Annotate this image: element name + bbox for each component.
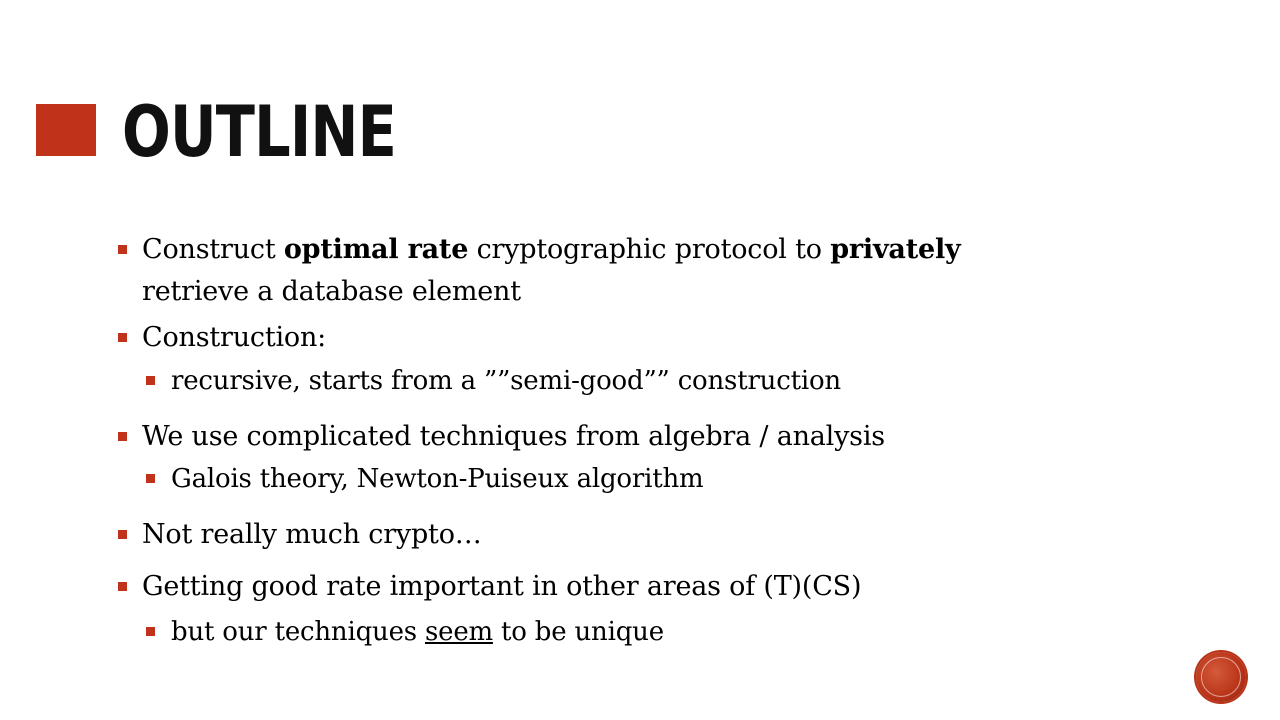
circular-seal-logo [1196,652,1246,702]
bullet-text: Construction: [142,322,327,353]
square-bullet-icon [118,582,127,591]
sub-bullet-text: but our techniques seem to be unique [171,617,664,647]
bullet-item [118,514,482,556]
square-bullet-icon [118,245,127,254]
square-bullet-icon [146,474,155,483]
slide-title: OUTLINE [122,91,397,173]
bullet-item [118,416,885,458]
square-bullet-icon [118,432,127,441]
sub-bullet-text: Galois theory, Newton-Puiseux algorithm [171,464,704,494]
sub-bullet-item [146,458,703,500]
bullet-text: Getting good rate important in other areas of (T)(CS) [142,571,862,602]
bullet-text: Construct optimal rate cryptographic protocol to privately retrieve a database element [142,234,961,307]
bullet-item [118,566,861,608]
sub-bullet-text: recursive, starts from a ””semi-good”” construction [171,366,841,396]
sub-bullet-item [146,611,664,653]
bullet-text: We use complicated techniques from algebra / analysis [142,421,885,452]
bullet-item [118,229,961,313]
bullet-item [118,317,326,359]
title-accent-bar [36,104,96,156]
square-bullet-icon [146,376,155,385]
sub-bullet-item [146,360,841,402]
square-bullet-icon [118,530,127,539]
square-bullet-icon [118,333,127,342]
bullet-text: Not really much crypto… [142,519,482,550]
square-bullet-icon [146,627,155,636]
